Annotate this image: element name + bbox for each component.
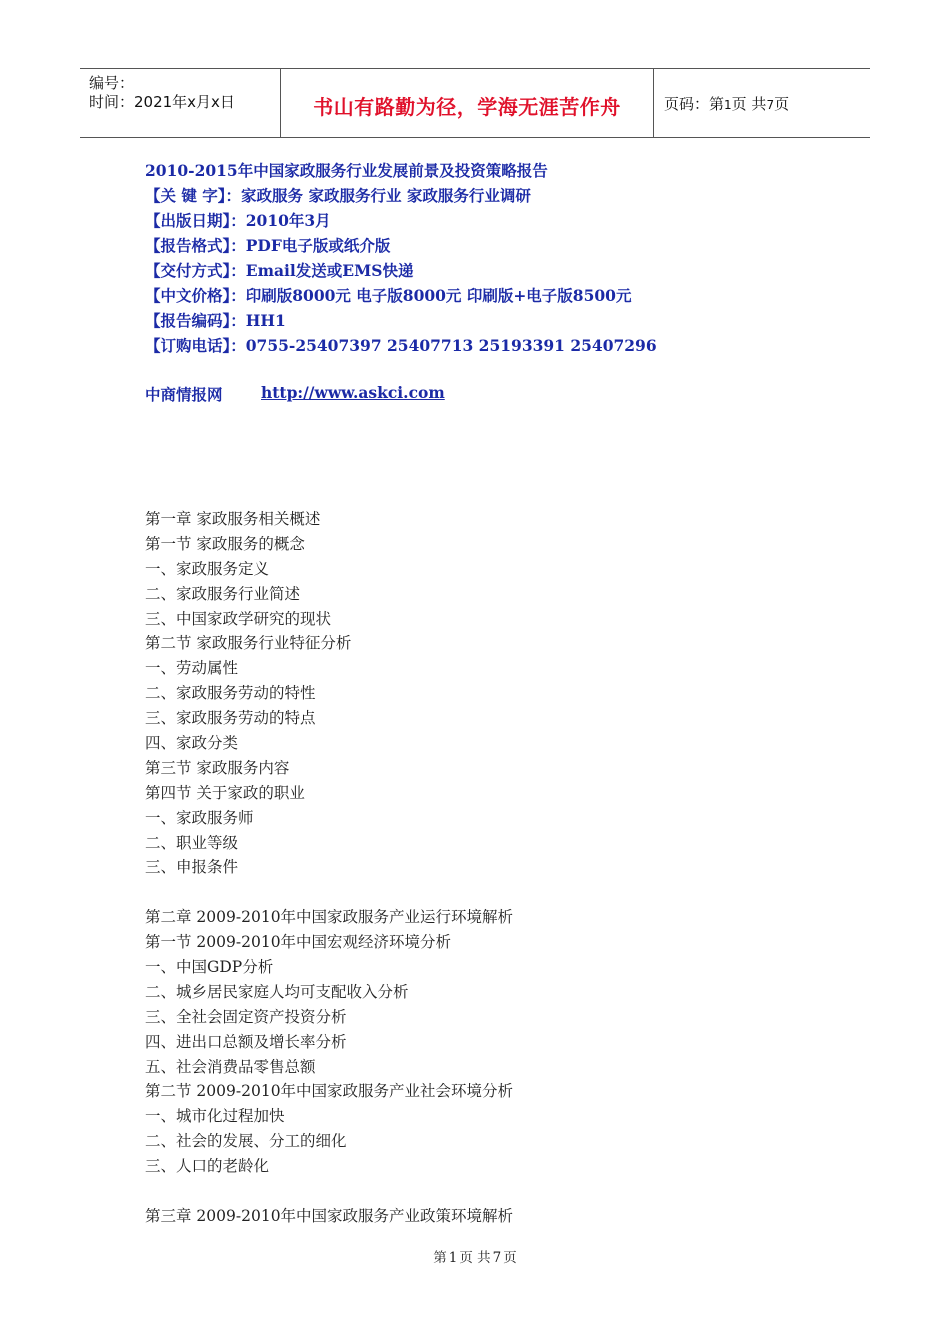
toc-item: 第三节 家政服务内容: [145, 758, 290, 777]
header-left-cell: [80, 69, 281, 137]
header-right-cell: [654, 69, 870, 137]
toc-item: 第一节 家政服务的概念: [145, 534, 305, 553]
toc-item: 一、中国GDP分析: [145, 958, 274, 977]
toc-item: 四、进出口总额及增长率分析: [145, 1032, 347, 1051]
toc-item: 一、城市化过程加快: [145, 1107, 285, 1126]
toc-item: 四、家政分类: [145, 734, 239, 753]
footer-page: 1: [448, 1250, 458, 1266]
meta-publish-date: 【出版日期】：2010年3月: [145, 211, 331, 230]
toc-item: 第二节 2009-2010年中国家政服务产业社会环境分析: [145, 1082, 514, 1101]
toc-item: 三、全社会固定资产投资分析: [145, 1007, 347, 1026]
meta-keywords: 【关 键 字】：家政服务 家政服务行业 家政服务行业调研: [145, 186, 531, 205]
toc-item: 第二节 家政服务行业特征分析: [145, 634, 352, 653]
toc-gap: [145, 1179, 513, 1204]
table-of-contents: [145, 507, 513, 1229]
toc-item: 第三章 2009-2010年中国家政服务产业政策环境解析: [145, 1206, 514, 1225]
toc-item: 一、劳动属性: [145, 659, 239, 678]
meta-order-phone: 【订购电话】：0755-25407397 25407713 25193391 25407296: [145, 336, 657, 355]
toc-item: 三、申报条件: [145, 858, 239, 877]
toc-item: 第一章 家政服务相关概述: [145, 510, 321, 528]
meta-price: 【中文价格】：印刷版8000元 电子版8000元 印刷版+电子版8500元: [145, 286, 632, 305]
toc-item: 三、人口的老龄化: [145, 1157, 270, 1176]
toc-item: 二、家政服务行业简述: [145, 584, 301, 603]
toc-item: 一、家政服务定义: [145, 559, 270, 578]
toc-item: 第一节 2009-2010年中国宏观经济环境分析: [145, 933, 452, 952]
report-title: 2010-2015年中国家政服务行业发展前景及投资策略报告: [145, 161, 548, 180]
footer-prefix: 第: [433, 1250, 447, 1266]
footer-total: 7: [492, 1250, 502, 1266]
footer-mid: 页 共: [459, 1250, 491, 1266]
meta-format: 【报告格式】：PDF电子版或纸介版: [145, 236, 391, 255]
report-meta: [145, 158, 657, 358]
meta-delivery: 【交付方式】：Email发送或EMS快递: [145, 261, 414, 280]
page-header: [80, 68, 870, 138]
page-prefix: 页码：第: [664, 95, 725, 113]
toc-item: 三、家政服务劳动的特点: [145, 709, 316, 728]
toc-item: 三、中国家政学研究的现状: [145, 609, 332, 628]
page-counter: [664, 93, 789, 114]
toc-item: 二、家政服务劳动的特性: [145, 684, 316, 703]
toc-item: 二、社会的发展、分工的细化: [145, 1132, 347, 1151]
document-number-label: 编号：: [89, 74, 135, 92]
page-mid: 页 共: [731, 95, 767, 113]
toc-item: 二、城乡居民家庭人均可支配收入分析: [145, 982, 409, 1001]
meta-report-code: 【报告编码】：HH1: [145, 311, 286, 330]
toc-item: 一、家政服务师: [145, 808, 254, 827]
toc-item: 第四节 关于家政的职业: [145, 783, 305, 802]
page-total: 7: [766, 98, 775, 112]
page-suffix: 页: [774, 95, 790, 113]
site-line: [145, 383, 445, 405]
page-number: 1: [724, 98, 732, 112]
toc-item: 五、社会消费品零售总额: [145, 1057, 316, 1076]
header-center-cell: [281, 69, 654, 137]
page-footer: [0, 1246, 950, 1266]
document-time-label: 时间：2021年x月x日: [89, 93, 235, 111]
toc-gap: [145, 880, 513, 905]
site-name: 中商情报网: [145, 385, 223, 404]
site-url-link[interactable]: http://www.askci.com: [261, 383, 445, 402]
motto-text: 书山有路勤为径，学海无涯苦作舟: [313, 95, 621, 119]
footer-suffix: 页: [503, 1250, 517, 1266]
toc-item: 二、职业等级: [145, 833, 239, 852]
toc-item: 第二章 2009-2010年中国家政服务产业运行环境解析: [145, 908, 514, 927]
